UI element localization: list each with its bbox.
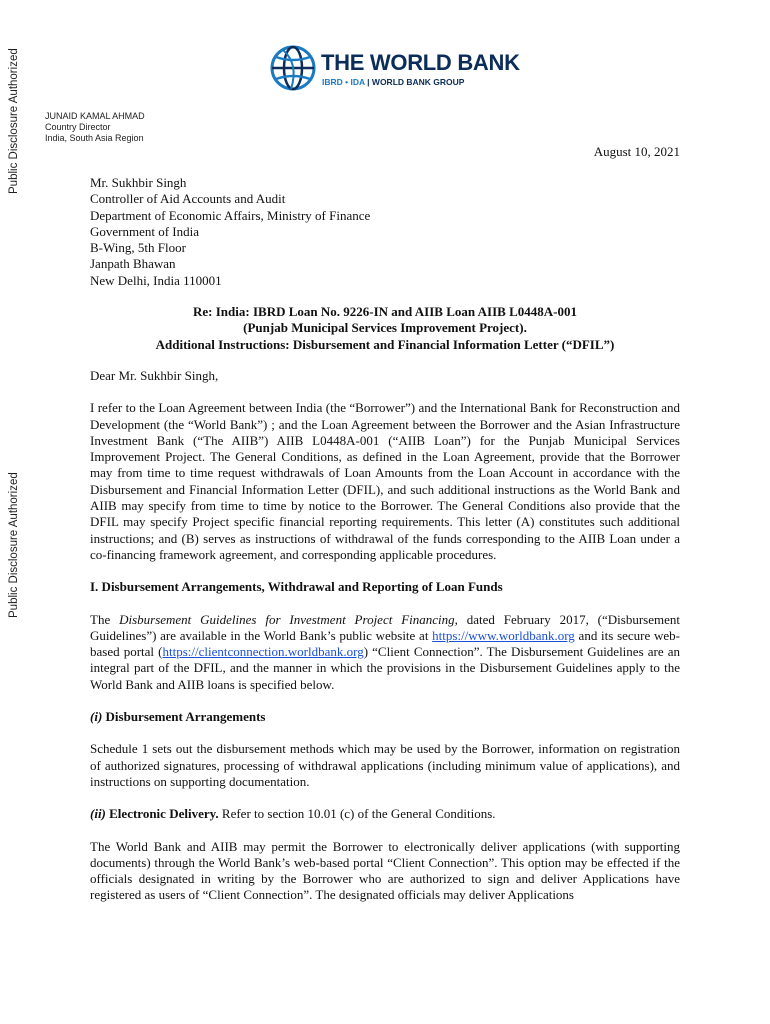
director-name: JUNAID KAMAL AHMAD bbox=[45, 111, 145, 121]
text-run: dated February 2017, (“Disbursement Guidelines”) are available in the World Bank’s public website at bbox=[90, 611, 680, 643]
paragraph-electronic-delivery: The World Bank and AIIB may permit the Borrower to electronically deliver applications (with supporting documents) through the World Bank’s web-based portal “Client Connection”. This option may be effected if the officials designated in writing by the Borrower who are authorized to sign and deliver Applications have registered as users of “Client Connection”. The designated officials may deliver Applications bbox=[90, 838, 680, 903]
logo-subtitle bbox=[322, 77, 464, 87]
logo-subtitle-ibrd-ida: IBRD • IDA bbox=[322, 77, 365, 87]
client-connection-link[interactable]: https://clientconnection.worldbank.org bbox=[162, 644, 364, 660]
section-heading-disbursement: I. Disbursement Arrangements, Withdrawal and Reporting of Loan Funds bbox=[90, 579, 503, 595]
subject-line: Additional Instructions: Disbursement and Financial Information Letter (“DFIL”) bbox=[155, 336, 615, 352]
logo-title: THE WORLD BANK bbox=[321, 50, 520, 75]
recipient-address bbox=[90, 175, 680, 289]
subheading-title: Electronic Delivery. bbox=[105, 806, 219, 822]
worldbank-website-link[interactable]: https://www.worldbank.org bbox=[432, 627, 575, 643]
subject-line: Re: India: IBRD Loan No. 9226-IN and AIIB Loan AIIB L0448A-001 bbox=[193, 304, 577, 320]
subject-line: (Punjab Municipal Services Improvement Project). bbox=[243, 320, 527, 336]
disclosure-label-middle: Public Disclosure Authorized bbox=[8, 472, 20, 618]
letter-body bbox=[90, 175, 680, 904]
address-line: Department of Economic Affairs, Ministry of Finance bbox=[90, 207, 371, 223]
paragraph-loan-agreement: I refer to the Loan Agreement between India (the “Borrower”) and the International Bank for Reconstruction and Development (the “World Bank”) ; and the Loan Agreement between the Borrower and the Asian Infrastructure Investment Bank (“The AIIB”) AIIB L0448A-001 (“AIIB Loan”) for the Punjab Municipal Services Improvement Project. The General Conditions, as defined in the Loan Agreement, provide that the Borrower may from time to time request withdrawals of Loan Amounts from the Loan Account in accordance with the Disbursement and Financial Information Letter (DFIL), and such additional instructions as the World Bank and AIIB may specify from time to time by notice to the Borrower. The General Conditions also provide that the DFIL may specify Project specific financial reporting requirements. This letter (A) constitutes such additional instructions; and (B) serves as instructions of withdrawal of the funds corresponding to the AIIB Loan under a co-financing framework agreement, and corresponding applicable procedures. bbox=[90, 400, 680, 562]
address-line: Janpath Bhawan bbox=[90, 256, 176, 272]
subheading-electronic-delivery bbox=[90, 806, 219, 821]
text-run: The bbox=[90, 611, 120, 627]
subject-block bbox=[90, 304, 680, 353]
address-line: New Delhi, India 110001 bbox=[90, 272, 222, 288]
address-line: Controller of Aid Accounts and Audit bbox=[90, 191, 286, 207]
director-region: India, South Asia Region bbox=[45, 133, 144, 143]
paragraph-electronic-delivery-heading bbox=[90, 806, 680, 822]
subheading-title: Disbursement Arrangements bbox=[102, 709, 266, 725]
paragraph-guidelines bbox=[90, 612, 680, 693]
text-run: ) “Client Connection”. The Disbursement Guidelines are an integral part of the DFIL, and the manner in which the provisions in the Disbursement Guidelines apply to the World Bank and AIIB loans is specified below. bbox=[90, 644, 680, 692]
address-line: B-Wing, 5th Floor bbox=[90, 240, 186, 256]
subheading-disbursement-arrangements bbox=[90, 709, 680, 725]
salutation: Dear Mr. Sukhbir Singh, bbox=[90, 367, 219, 383]
director-title: Country Director bbox=[45, 122, 111, 132]
address-line: Government of India bbox=[90, 223, 200, 239]
disclosure-label-top: Public Disclosure Authorized bbox=[8, 48, 20, 194]
text-run: and its secure web-based portal ( bbox=[90, 627, 680, 660]
text-run: Refer to section 10.01 (c) of the General Conditions. bbox=[218, 806, 496, 822]
globe-icon bbox=[269, 44, 317, 92]
logo-subtitle-group: WORLD BANK GROUP bbox=[371, 77, 465, 87]
paragraph-schedule: Schedule 1 sets out the disbursement methods which may be used by the Borrower, information on registration of authorized signatures, processing of withdrawal applications (including minimum value of applications), and instructions on supporting documentation. bbox=[90, 741, 680, 789]
subheading-number: (i) bbox=[90, 709, 103, 725]
address-line: Mr. Sukhbir Singh bbox=[90, 175, 187, 190]
world-bank-logo bbox=[269, 44, 520, 104]
guidelines-title: Disbursement Guidelines for Investment Project Financing, bbox=[119, 611, 458, 627]
subheading-number: (ii) bbox=[90, 806, 106, 822]
country-director-block bbox=[45, 111, 145, 144]
letter-date: August 10, 2021 bbox=[593, 144, 680, 159]
logo-subtitle-separator: | bbox=[364, 77, 372, 87]
